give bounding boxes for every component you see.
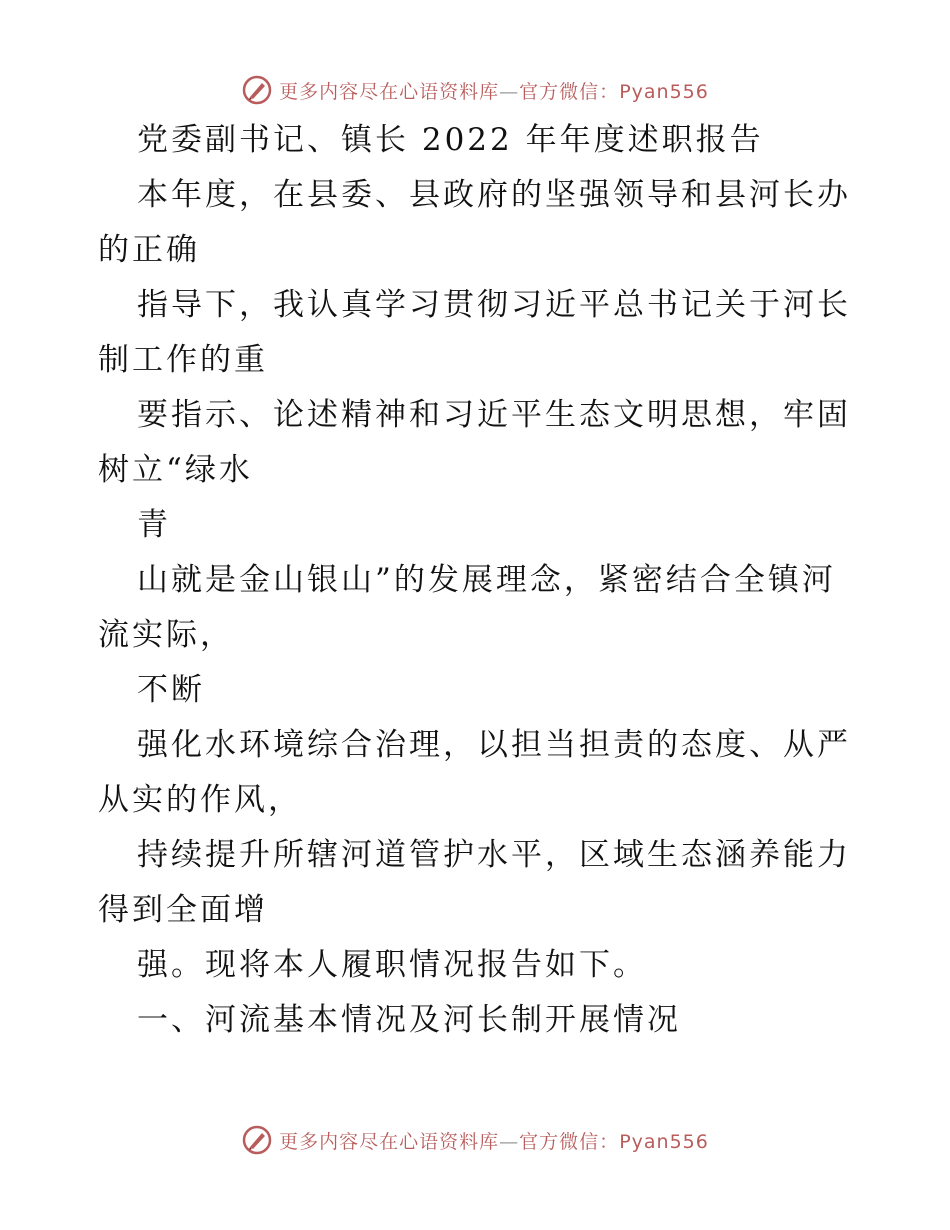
watermark-separator: — — [499, 80, 520, 103]
paragraph-line: 强。现将本人履职情况报告如下。 — [137, 947, 647, 983]
paragraph-line: 本年度，在县委、县政府的坚强领导和县河长办 — [137, 177, 851, 213]
pen-logo-icon — [241, 74, 273, 106]
paragraph-line: 强化水环境综合治理，以担当担责的态度、从严 — [137, 727, 851, 763]
watermark-site-text: 更多内容尽在心语资料库 — [279, 80, 500, 103]
paragraph-line: 青 — [137, 507, 171, 543]
paragraph-line: 不断 — [137, 672, 205, 708]
watermark-separator: — — [499, 1130, 520, 1153]
paragraph-line: 树立“绿水 — [98, 452, 253, 488]
watermark-wechat-id: Pyan556 — [619, 1130, 709, 1153]
watermark-official-label: 官方微信： — [519, 80, 620, 103]
watermark-site-text: 更多内容尽在心语资料库 — [279, 1130, 500, 1153]
paragraph-line: 得到全面增 — [98, 892, 268, 928]
watermark-wechat-id: Pyan556 — [619, 80, 709, 103]
paragraph-line: 山就是金山银山”的发展理念，紧密结合全镇河 — [137, 562, 836, 598]
paragraph-line: 要指示、论述精神和习近平生态文明思想，牢固 — [137, 397, 851, 433]
document-body — [98, 122, 858, 1057]
paragraph-line: 持续提升所辖河道管护水平，区域生态涵养能力 — [137, 837, 851, 873]
header-watermark — [0, 70, 950, 110]
pen-logo-icon — [241, 1124, 273, 1156]
paragraph-line: 的正确 — [98, 232, 200, 268]
section-heading: 一、河流基本情况及河长制开展情况 — [137, 1002, 681, 1038]
document-title: 党委副书记、镇长 2022 年年度述职报告 — [137, 122, 764, 158]
paragraph-line: 流实际， — [98, 617, 234, 653]
watermark-official-label: 官方微信： — [519, 1130, 620, 1153]
footer-watermark — [0, 1120, 950, 1160]
paragraph-line: 制工作的重 — [98, 342, 268, 378]
paragraph-line: 指导下，我认真学习贯彻习近平总书记关于河长 — [137, 287, 851, 323]
paragraph-line: 从实的作风， — [98, 782, 302, 818]
